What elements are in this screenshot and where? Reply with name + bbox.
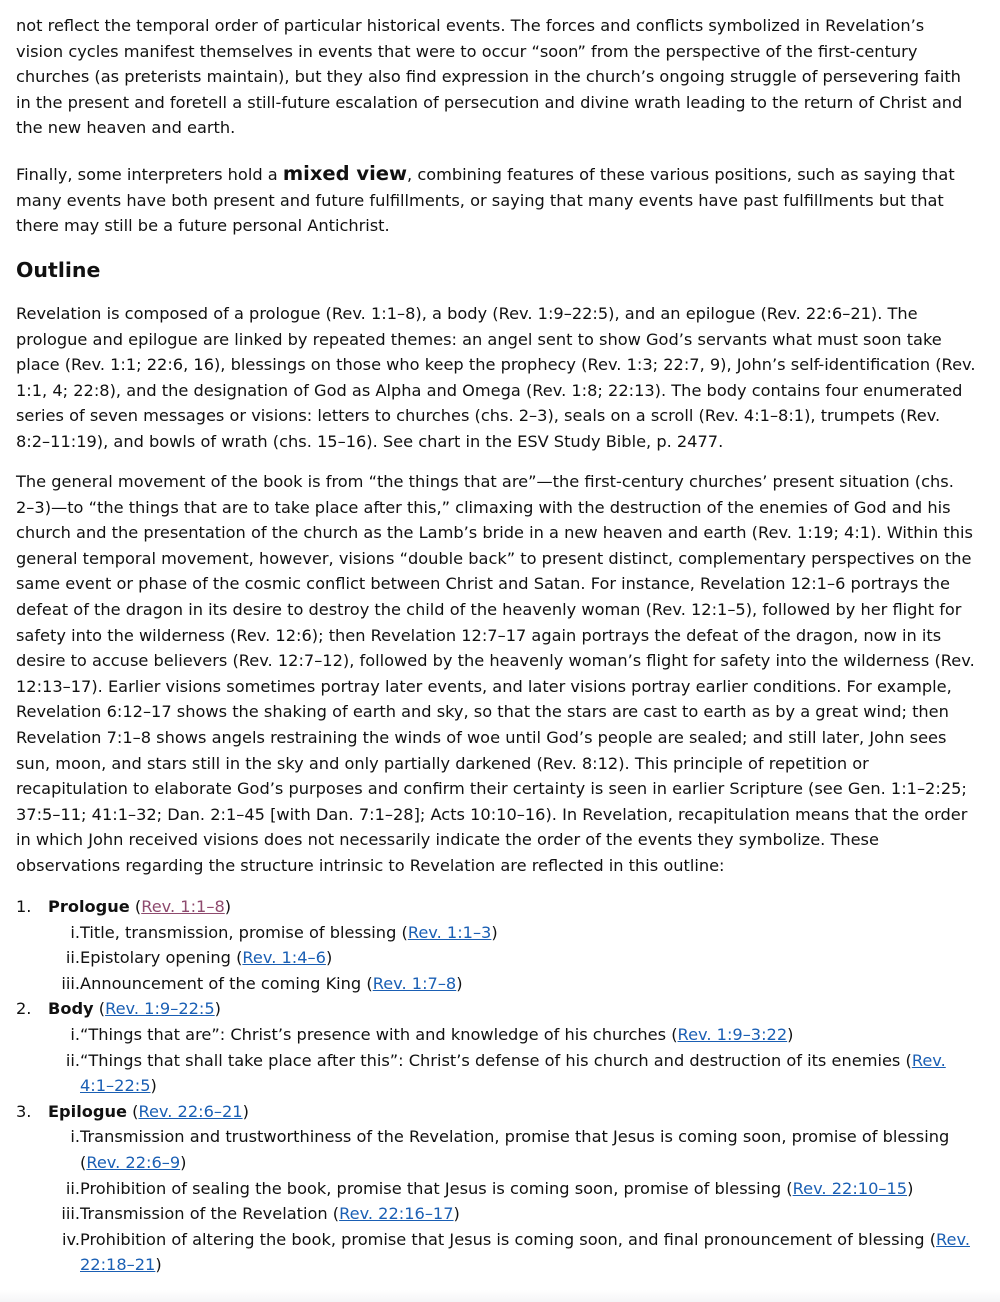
scripture-link[interactable]: Rev. 22:6–21 — [138, 1101, 243, 1121]
outline-item-prologue: 1. Prologue (Rev. 1:1–8) — [16, 894, 976, 920]
outline-subitem-text: Title, transmission, promise of blessing — [80, 922, 397, 942]
outline-subitem-text: Transmission and trustworthiness of the Revelation, promise that Jesus is coming soon, promise of blessing — [80, 1127, 950, 1147]
outline-roman: i. — [70, 1024, 80, 1044]
outline-subitem-text: Announcement of the coming King — [80, 973, 362, 993]
scripture-link[interactable]: Rev. 1:1–8 — [141, 897, 225, 916]
outline-subitem: iii. Announcement of the coming King (Rev. 1:7–8) — [16, 971, 976, 997]
outline-roman: i. — [70, 922, 80, 942]
scripture-link[interactable]: Rev. 1:4–6 — [242, 948, 326, 968]
outline-subitem: i. Transmission and trustworthiness of the Revelation, promise that Jesus is coming soon, promise of blessing (Rev. 22:6–9) — [16, 1124, 976, 1175]
mixed-view-term: mixed view — [282, 162, 408, 185]
outline-item-epilogue: 3. Epilogue (Rev. 22:6–21) — [16, 1099, 976, 1125]
outline-subitem-text: Prohibition of sealing the book, promise that Jesus is coming soon, promise of blessing — [80, 1178, 782, 1198]
scripture-link[interactable]: Rev. 22:10–15 — [792, 1178, 908, 1198]
mixed-view-rest: , combining features of these various positions, such as saying that many events have both present and future fulfillments, or saying that many events have past fulfillments but that there may still be a future personal Antichrist. — [16, 165, 955, 236]
outline-list — [16, 894, 976, 1278]
outline-subitem-text: Epistolary opening — [80, 948, 231, 968]
outline-title: Body — [48, 999, 94, 1019]
outline-subitem: ii. Epistolary opening (Rev. 1:4–6) — [16, 945, 976, 971]
outline-roman: ii. — [65, 948, 80, 968]
page-bottom-edge — [0, 1290, 1000, 1302]
outline-title: Epilogue — [48, 1101, 127, 1121]
scripture-link[interactable]: Rev. 4:1–22:5 — [80, 1050, 946, 1096]
outline-roman: i. — [70, 1127, 80, 1147]
outline-subitem-text: Prohibition of altering the book, promise that Jesus is coming soon, and final pronouncement of blessing — [80, 1229, 925, 1249]
scripture-link[interactable]: Rev. 1:1–3 — [407, 922, 492, 942]
scripture-link[interactable]: Rev. 22:16–17 — [339, 1204, 454, 1224]
outline-roman: iv. — [62, 1229, 80, 1249]
paragraph-temporal-order: not reflect the temporal order of particular historical events. The forces and conflicts symbolized in Revelation’s vision cycles manifest themselves in events that were to occur “soon” from the perspective of the first-century churches (as preterists maintain), but they also find expression in the church’s ongoing struggle of persevering faith in the present and foretell a still-future escalation of persecution and divine wrath leading to the return of Christ and the new heaven and earth. — [16, 16, 963, 138]
paragraph-mixed-view — [16, 161, 976, 239]
outline-subitem: iv. Prohibition of altering the book, promise that Jesus is coming soon, and final pronouncement of blessing (Rev. 22:18–21) — [16, 1227, 976, 1278]
mixed-view-intro: Finally, some interpreters hold a — [16, 165, 283, 184]
paragraph-structure: Revelation is composed of a prologue (Rev. 1:1–8), a body (Rev. 1:9–22:5), and an epilogue (Rev. 22:6–21). The prologue and epilogue are linked by repeated themes: an angel sent to show God’s servants what must soon take place (Rev. 1:1; 22:6, 16), blessings on those who keep the prophecy (Rev. 1:3; 22:7, 9), John’s self-identification (Rev. 1:1, 4; 22:8), and the designation of God as Alpha and Omega (Rev. 1:8; 22:13). The body contains four enumerated series of seven messages or visions: letters to churches (chs. 2–3), seals on a scroll (Rev. 4:1–8:1), trumpets (Rev. 8:2–11:19), and bowls of wrath (chs. 15–16). See chart in the ESV Study Bible, p. 2477. — [16, 304, 976, 451]
outline-roman: ii. — [65, 1178, 80, 1198]
outline-subitem: i. Title, transmission, promise of blessing (Rev. 1:1–3) — [16, 920, 976, 946]
outline-heading: Outline — [16, 258, 101, 282]
outline-roman: ii. — [65, 1050, 80, 1070]
outline-subitem-text: “Things that are”: Christ’s presence with and knowledge of his churches — [80, 1024, 667, 1044]
outline-number: 2. — [16, 999, 32, 1019]
outline-subitem-text: “Things that shall take place after this”: Christ’s defense of his church and destruction of its enemies — [80, 1050, 901, 1070]
scripture-link[interactable]: Rev. 22:18–21 — [80, 1229, 970, 1275]
scripture-link[interactable]: Rev. 1:7–8 — [372, 973, 457, 993]
outline-number: 3. — [16, 1101, 32, 1121]
outline-subitem: ii. Prohibition of sealing the book, promise that Jesus is coming soon, promise of blessing (Rev. 22:10–15) — [16, 1176, 976, 1202]
scripture-link[interactable]: Rev. 22:6–9 — [86, 1152, 181, 1172]
outline-title: Prologue — [48, 897, 130, 916]
scripture-link[interactable]: Rev. 1:9–22:5 — [105, 999, 215, 1019]
outline-subitem: iii. Transmission of the Revelation (Rev. 22:16–17) — [16, 1201, 976, 1227]
outline-number: 1. — [16, 897, 32, 916]
outline-roman: iii. — [61, 973, 80, 993]
scripture-link[interactable]: Rev. 1:9–3:22 — [677, 1024, 788, 1044]
outline-item-body: 2. Body (Rev. 1:9–22:5) — [16, 996, 976, 1022]
outline-subitem: i. “Things that are”: Christ’s presence with and knowledge of his churches (Rev. 1:9–3:22) — [16, 1022, 976, 1048]
outline-roman: iii. — [61, 1204, 80, 1224]
outline-subitem-text: Transmission of the Revelation — [80, 1204, 328, 1224]
outline-subitem: ii. “Things that shall take place after this”: Christ’s defense of his church and destruction of its enemies (Rev. 4:1–22:5) — [16, 1048, 976, 1099]
paragraph-general-movement: The general movement of the book is from “the things that are”—the first-century churches’ present situation (chs. 2–3)—to “the things that are to take place after this,” climaxing with the destruction of the enemies of God and his church and the presentation of the church as the Lamb’s bride in a new heaven and earth (Rev. 1:19; 4:1). Within this general temporal movement, however, visions “double back” to present distinct, complementary perspectives on the same event or phase of the cosmic conflict between Christ and Satan. For instance, Revelation 12:1–6 portrays the defeat of the dragon in its desire to destroy the child of the heavenly woman (Rev. 12:1–5), followed by her flight for safety into the wilderness (Rev. 12:6); then Revelation 12:7–17 again portrays the defeat of the dragon, now in its desire to accuse believers (Rev. 12:7–12), followed by the heavenly woman’s flight for safety into the wilderness (Rev. 12:13–17). Earlier visions sometimes portray later events, and later visions portray earlier conditions. For example, Revelation 6:12–17 shows the shaking of earth and sky, so that the stars are cast to earth as by a great wind; then Revelation 7:1–8 shows angels restraining the winds of woe until God’s people are sealed; and still later, John sees sun, moon, and stars still in the sky and only partially darkened (Rev. 8:12). This principle of repetition or recapitulation to elaborate God’s purposes and confirm their certainty is seen in earlier Scripture (see Gen. 1:1–2:25; 37:5–11; 41:1–32; Dan. 2:1–45 [with Dan. 7:1–28]; Acts 10:10–16). In Revelation, recapitulation means that the order in which John received visions does not necessarily indicate the order of the events they symbolize. These observations regarding the structure intrinsic to Revelation are reflected in this outline: — [16, 472, 975, 875]
